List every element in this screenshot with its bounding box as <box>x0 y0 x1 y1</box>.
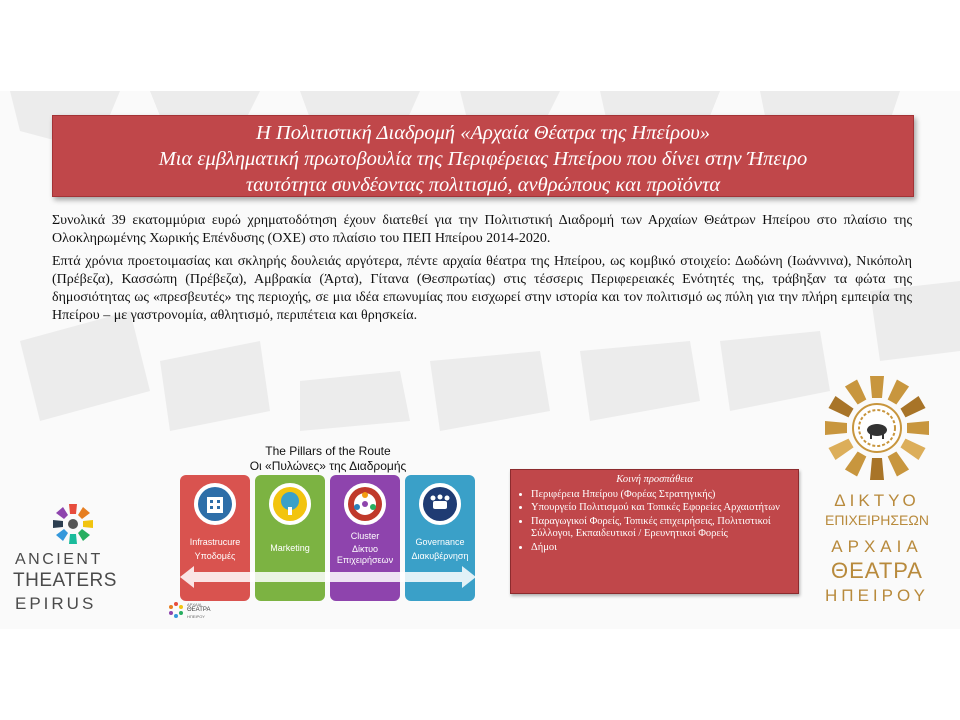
logo-text-theatra: ΘΕΑΤΡΑ <box>831 558 923 583</box>
list-item: • Δήμοι <box>531 542 790 555</box>
meeting-icon <box>419 483 461 525</box>
ancient-theaters-epirus-logo <box>12 501 142 621</box>
small-logo-line-2: ΘΕΑΤΡΑ <box>187 607 211 613</box>
logo-text-diktyo: ΔΙΚΤΥΟ <box>834 491 920 510</box>
double-arrow-icon <box>180 566 476 588</box>
network-logo <box>816 373 938 613</box>
pillar-label-en: Governance <box>415 537 465 547</box>
body-text <box>52 212 912 330</box>
small-logo-line-1: ΑΡΧΑΙΑ <box>187 602 202 607</box>
logo-text-theaters: THEATERS <box>13 570 117 591</box>
pillar-label-en: Infrastrucure <box>189 537 241 547</box>
tree-icon <box>269 483 311 525</box>
logo-text-archaia: ΑΡΧΑΙΑ <box>831 537 923 556</box>
title-line-3: ταυτότητα συνδέοντας πολιτισμό, ανθρώπους και προϊόντα <box>245 174 721 196</box>
building-icon <box>194 483 236 525</box>
logo-text-ipeirou: ΗΠΕΙΡΟΥ <box>825 586 929 605</box>
logo-text-epixeiriseon: ΕΠΙΧΕΙΡΗΣΕΩΝ <box>825 512 929 528</box>
pillars-title-en: The Pillars of the Route <box>265 444 391 458</box>
partners-box <box>510 469 799 594</box>
logo-text-epirus: EPIRUS <box>15 594 97 613</box>
partners-list <box>519 489 790 555</box>
paragraph-funding: Συνολικά 39 εκατομμύρια ευρώ χρηματοδότηση έχουν διατεθεί για την Πολιτιστική Διαδρομή των Αρχαίων Θεάτρων Ηπείρου στο πλαίσιο της Ολοκληρωμένης Χωρικής Επένδυσης (ΟΧΕ) στο πλαίσιο του ΠΕΠ Ηπείρου 2014-2020. <box>52 213 912 246</box>
pillars-diagram <box>180 475 476 601</box>
small-logo-mark-icon <box>167 601 185 619</box>
sunburst-emblem-icon <box>822 373 932 483</box>
pillar-label-gr: Διακυβέρνηση <box>411 551 469 561</box>
pillar-label-gr: Υποδομές <box>194 551 236 561</box>
small-logo-line-3: ΗΠΕΙΡΟΥ <box>187 614 205 619</box>
small-logo <box>167 601 227 621</box>
paragraph-theaters: Επτά χρόνια προετοιμασίας και σκληρής δουλειάς αργότερα, πέντε αρχαία θέατρα της Ηπείρου, ως κομβικό στοιχείο: Δωδώνη (Ιωάννινα), Νικόπολη (Πρέβεζα), Κασσώπη (Πρέβεζα), Αμβρακία (Άρτα), Γίτανα (Θεσπρωτίας) στις τέσσερις Περιφερειακές Ενότητές της, τράβηξαν τα φώτα της δημοσιότητας ως «πρεσβευτές» της περιοχής, σε μια ιδέα επωνυμίας που εισχωρεί στην ιστορία και τον πολιτισμό ως πύλη για την πλήρη εμπειρία της Ηπείρου – με γαστρονομία, αθλητισμό, περιπέτεια και θρησκεία. <box>52 254 912 323</box>
pillar-label-gr: Δίκτυο Επιχειρήσεων <box>336 544 394 565</box>
network-icon <box>344 483 386 525</box>
pillar-label-en: Cluster <box>350 531 380 541</box>
list-item: • Περιφέρεια Ηπείρου (Φορέας Στρατηγικής) <box>531 489 790 502</box>
pillars-title-gr: Οι «Πυλώνες» της Διαδρομής <box>249 459 407 473</box>
pillars-heading <box>178 444 478 474</box>
pillar-label-en: Marketing <box>270 543 310 553</box>
logo-text-ancient: ANCIENT <box>15 551 103 568</box>
slide <box>0 91 960 629</box>
partners-heading: Κοινή προσπάθεια <box>616 474 693 485</box>
list-item: • Υπουργείο Πολιτισμού και Τοπικές Εφορείες Αρχαιοτήτων <box>531 502 790 515</box>
title-banner <box>52 115 914 197</box>
list-item: • Παραγωγικοί Φορείς, Τοπικές επιχειρήσεις, Πολιτιστικοί Σύλλογοι, Εκπαιδευτικοί / Ερευνητικοί Φορείς <box>531 516 790 541</box>
logo-mark-icon <box>50 501 96 547</box>
title-line-2: Μια εμβληματική πρωτοβουλία της Περιφέρειας Ηπείρου που δίνει στην Ήπειρο <box>158 148 808 170</box>
title-line-1: Η Πολιτιστική Διαδρομή «Αρχαία Θέατρα της Ηπείρου» <box>256 122 710 144</box>
